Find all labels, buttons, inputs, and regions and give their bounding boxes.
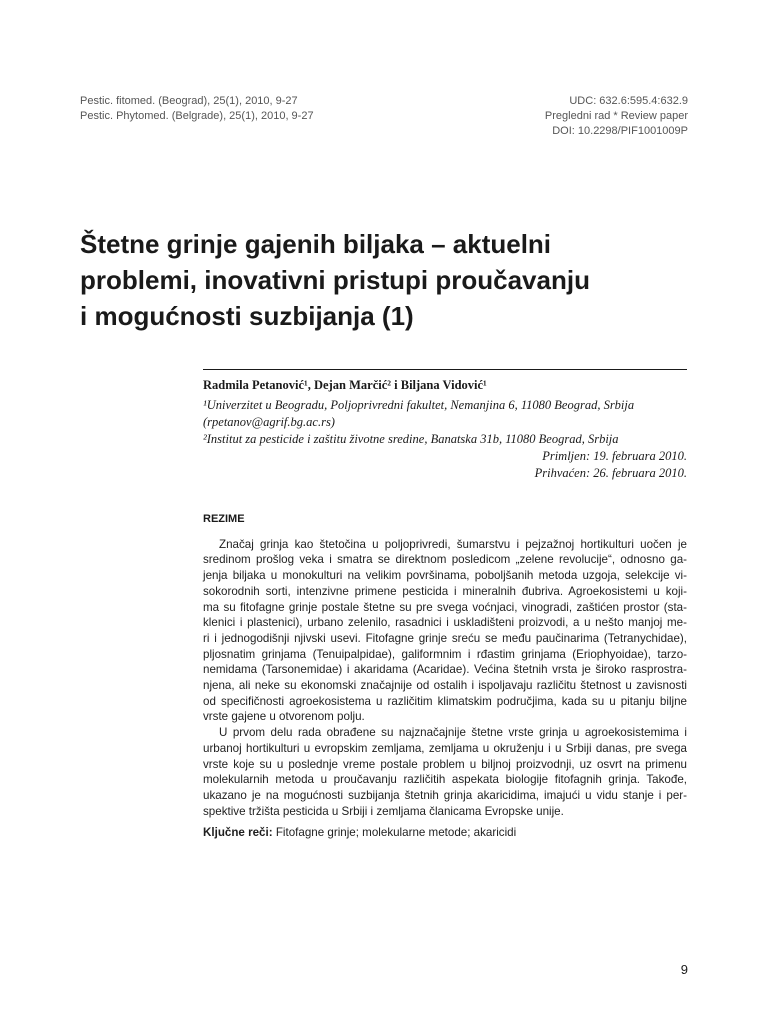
keywords-label: Ključne reči: xyxy=(203,826,273,840)
page-number: 9 xyxy=(680,962,688,977)
abstract-heading: REZIME xyxy=(203,513,245,525)
keywords-list: Fitofagne grinje; molekularne metode; akaricidi xyxy=(275,826,517,840)
abstract-line: sredinom prošlog veka i smatra se direktnom posledicom „zelene revolucije“, odnosno ga- xyxy=(203,553,687,567)
abstract-line: urbanoj hortikulturi u evropskim zemljama, zemljama u okruženju i u Srbiji danas, pre svega xyxy=(203,741,687,755)
accepted-date: Prihvaćen: 26. februara 2010. xyxy=(534,466,687,480)
article-type: Pregledni rad * Review paper xyxy=(544,110,688,122)
doi: DOI: 10.2298/PIF1001009P xyxy=(552,125,688,137)
abstract-line: molekularnih metoda u proučavanju različitih aspekata biologije fitofagnih grinja. Takođe, xyxy=(203,773,687,787)
journal-citation xyxy=(80,94,314,124)
abstract-line: Značaj grinja kao štetočina u poljoprivredi, šumarstvu i pejzažnoj hortikulturi uočen je xyxy=(219,537,687,551)
abstract-line: ma su fitofagne grinje postale štetne su pre svega voćnjaci, vinogradi, zaštićen prostor (sta- xyxy=(203,600,687,614)
abstract-line: ukazano je na mogućnosti suzbijanja štetnih grinja akaricidima, imajući u vidu stanje i per- xyxy=(203,788,687,802)
received-date: Primljen: 19. februara 2010. xyxy=(542,449,687,463)
abstract-line: pljosnatim grinjama (Tenuipalpidae), galiformnim i rđastim grinjama (Eriophyoidae), tarzo- xyxy=(203,647,687,661)
citation-line-english: Pestic. Phytomed. (Belgrade), 25(1), 2010, 9-27 xyxy=(80,110,314,122)
title-divider xyxy=(203,369,687,370)
title-line: problemi, inovativni pristupi proučavanju xyxy=(80,265,590,295)
abstract-line: ri i jednogodišnji njivski usevi. Fitofagne grinje sreću se među paučinarima (Tetranychidae), xyxy=(203,631,687,645)
abstract-line: vrste gajene u otvorenom polju. xyxy=(203,710,365,724)
abstract xyxy=(203,512,687,841)
abstract-line: nemidama (Tarsonemidae) i akaridama (Acaridae). Većina štetnih vrsta je široko rasprostra- xyxy=(203,663,687,677)
abstract-paragraph-1 xyxy=(203,537,687,725)
author-block xyxy=(203,377,687,482)
udc-code: UDC: 632.6:595.4:632.9 xyxy=(569,95,688,107)
author-email: (rpetanov@agrif.bg.ac.rs) xyxy=(203,415,335,429)
abstract-line: spektive tržišta pesticida u Srbiji i zemljama članicama Evropske unije. xyxy=(203,804,564,818)
article-identifiers xyxy=(545,94,688,139)
abstract-paragraph-2 xyxy=(203,725,687,819)
title-line: Štetne grinje gajenih biljaka – aktuelni xyxy=(80,229,552,259)
citation-line-serbian: Pestic. fitomed. (Beograd), 25(1), 2010, 9-27 xyxy=(80,95,298,107)
affiliation-1: ¹Univerzitet u Beogradu, Poljoprivredni fakultet, Nemanjina 6, 11080 Beograd, Srbija xyxy=(203,398,635,412)
abstract-line: sokorodnih sorti, intenzivne primene pesticida i mineralnih đubriva. Agroekosistemi u koji- xyxy=(203,584,687,598)
submission-dates xyxy=(203,448,687,482)
abstract-line: klenici i plastenici), urbano zelenilo, rasadnici i uskladišteni proizvodi, a u nešto manjoj me- xyxy=(203,616,687,630)
abstract-line: jenja biljaka u monokulturi na velikim površinama, poboljšanih metoda uzgoja, selekcije vi- xyxy=(203,569,687,583)
abstract-line: od specifičnosti agroekosistema u različitim klimatskim područjima, kada su u pitanju biljne xyxy=(203,694,687,708)
abstract-line: U prvom delu rada obrađene su najznačajnije štetne vrste grinja u agroekosistemima i xyxy=(219,726,687,740)
title-line: i mogućnosti suzbijanja (1) xyxy=(80,301,414,331)
article-title xyxy=(80,226,700,334)
abstract-line: vrste koje su u poslednje vreme postale problem u biljnoj proizvodnji, uz osvrt na primenu xyxy=(203,757,687,771)
affiliation-2: ²Institut za pesticide i zaštitu životne sredine, Banatska 31b, 11080 Beograd, Srbija xyxy=(203,432,619,446)
affiliations xyxy=(203,397,687,448)
abstract-line: njena, ali neke su ekonomski značajnije od ostalih i ispoljavaju različitu štetnost u zavisnosti xyxy=(203,679,687,693)
keywords xyxy=(203,825,687,841)
author-names: Radmila Petanović¹, Dejan Marčić² i Biljana Vidović¹ xyxy=(203,378,487,392)
